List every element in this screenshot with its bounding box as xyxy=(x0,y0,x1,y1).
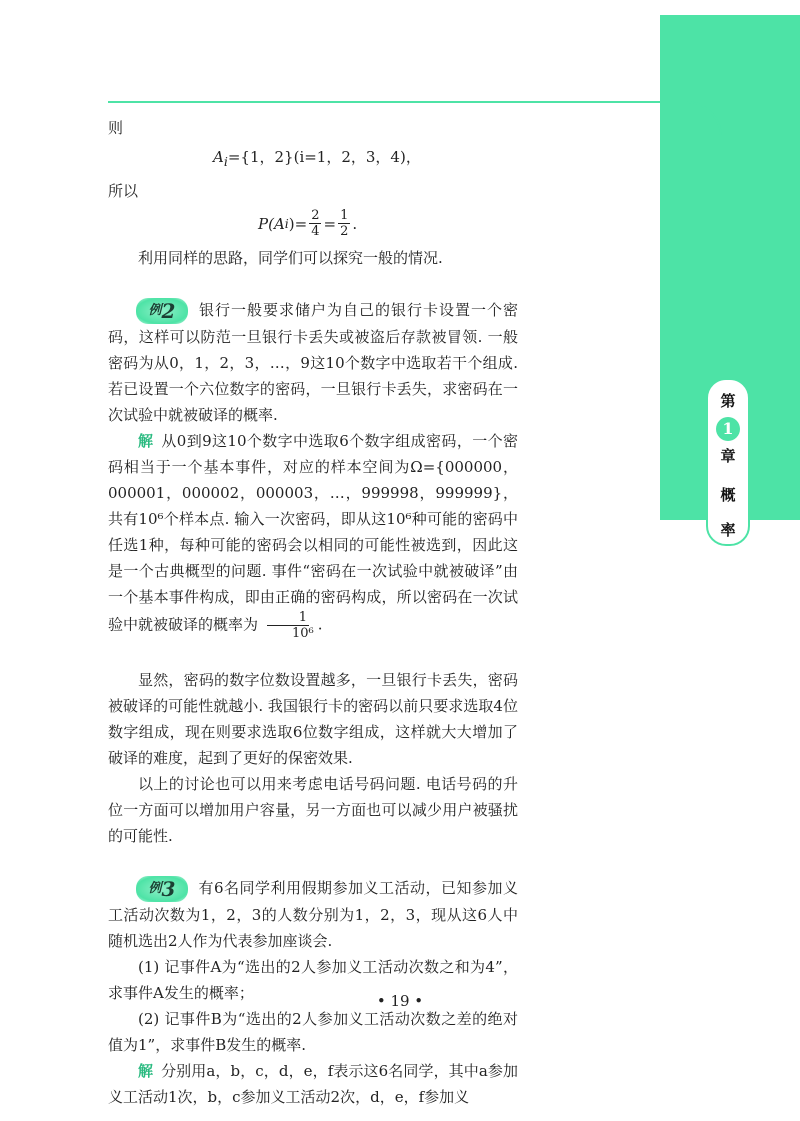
solution-label: 解 xyxy=(138,1062,154,1080)
example-3-text: 有6名同学利用假期参加义工活动，已知参加义工活动次数为1，2，3的人数分别为1，2，3，现从这6人中随机选出2人作为代表参加座谈会. xyxy=(108,879,518,950)
fraction: $\frac{2}{4}$ xyxy=(311,208,320,239)
chapter-tab xyxy=(706,378,750,546)
chapter-tab-prefix: 第 xyxy=(720,392,736,410)
example-2-text: 银行一般要求储户为自己的银行卡设置一个密码，这样可以防范一旦银行卡丢失或被盗后存款被冒领. 一般密码为从0，1，2，3，…，9这10个数字中选取若干个组成. 若已设置一个六位数字的密码，一旦银行卡丢失，求密码在一次试验中就被破译的概率. xyxy=(108,301,518,424)
solution-label: 解 xyxy=(138,432,154,450)
example-2-solution: 解 从0到9这10个数字中选取6个数字组成密码，一个密码相当于一个基本事件，对应的样本空间为Ω={000000，000001，000002，000003，…，999998，999999}，共有10⁶个样本点. 输入一次密码，即从这10⁶种可能的密码中任选1种，每种可能的密码会以相同的可能性被选到，因此这是一个古典概型的问题. 事件“密码在一次试验中就被破译”由一个基本事件构成，即由正确的密码构成，所以密码在一次试验中就被破译的概率为 $\frac{1}{\text{10⁶}}$ . xyxy=(108,432,518,641)
chapter-tab-word2: 率 xyxy=(720,521,736,539)
fraction: $\frac{1}{\text{10⁶}}$ xyxy=(260,610,316,641)
paragraph: 以上的讨论也可以用来考虑电话号码问题. 电话号码的升位一方面可以增加用户容量，另一方面也可以减少用户被骚扰的可能性. xyxy=(108,775,518,845)
equation-set-a: $A_i=\{1$，2}(i=1，2，3，4)， xyxy=(213,148,421,169)
equation-probability: P(A i )= $\frac{2}{4}$ = $\frac{1}{2}$ . xyxy=(258,208,358,239)
chapter-tab-suffix: 章 xyxy=(720,447,736,465)
example-3 xyxy=(108,875,518,954)
example-3-question-1: (1) 记事件A为“选出的2人参加义工活动次数之和为4”，求事件A发生的概率； xyxy=(108,958,518,1002)
page-content xyxy=(108,115,518,1110)
example-3-solution: 解 分别用a，b，c，d，e，f表示这6名同学，其中a参加义工活动1次，b，c参加义工活动2次，d，e，f参加义 xyxy=(108,1062,518,1106)
header-rule xyxy=(108,101,664,103)
chapter-tab-number: 1 xyxy=(716,417,740,441)
example-badge: 例 3 xyxy=(136,876,188,902)
example-2 xyxy=(108,297,518,428)
margin-rule xyxy=(718,138,720,378)
text-line: 则 xyxy=(108,119,124,137)
example-badge: 例 2 xyxy=(136,298,188,324)
fraction: $\frac{1}{2}$ xyxy=(340,208,349,239)
page-number: • 19 • xyxy=(376,992,424,1010)
example-3-question-2: (2) 记事件B为“选出的2人参加义工活动次数之差的绝对值为1”，求事件B发生的概率. xyxy=(108,1010,518,1054)
paragraph: 显然，密码的数字位数设置越多，一旦银行卡丢失，密码被破译的可能性就越小. 我国银行卡的密码以前只要求选取4位数字组成，现在则要求选取6位数字组成，这样就大大增加了破译的难度，起到了更好的保密效果. xyxy=(108,671,518,767)
paragraph: 利用同样的思路，同学们可以探究一般的情况. xyxy=(138,249,443,267)
text-line: 所以 xyxy=(108,182,139,200)
chapter-tab-word1: 概 xyxy=(720,486,736,504)
